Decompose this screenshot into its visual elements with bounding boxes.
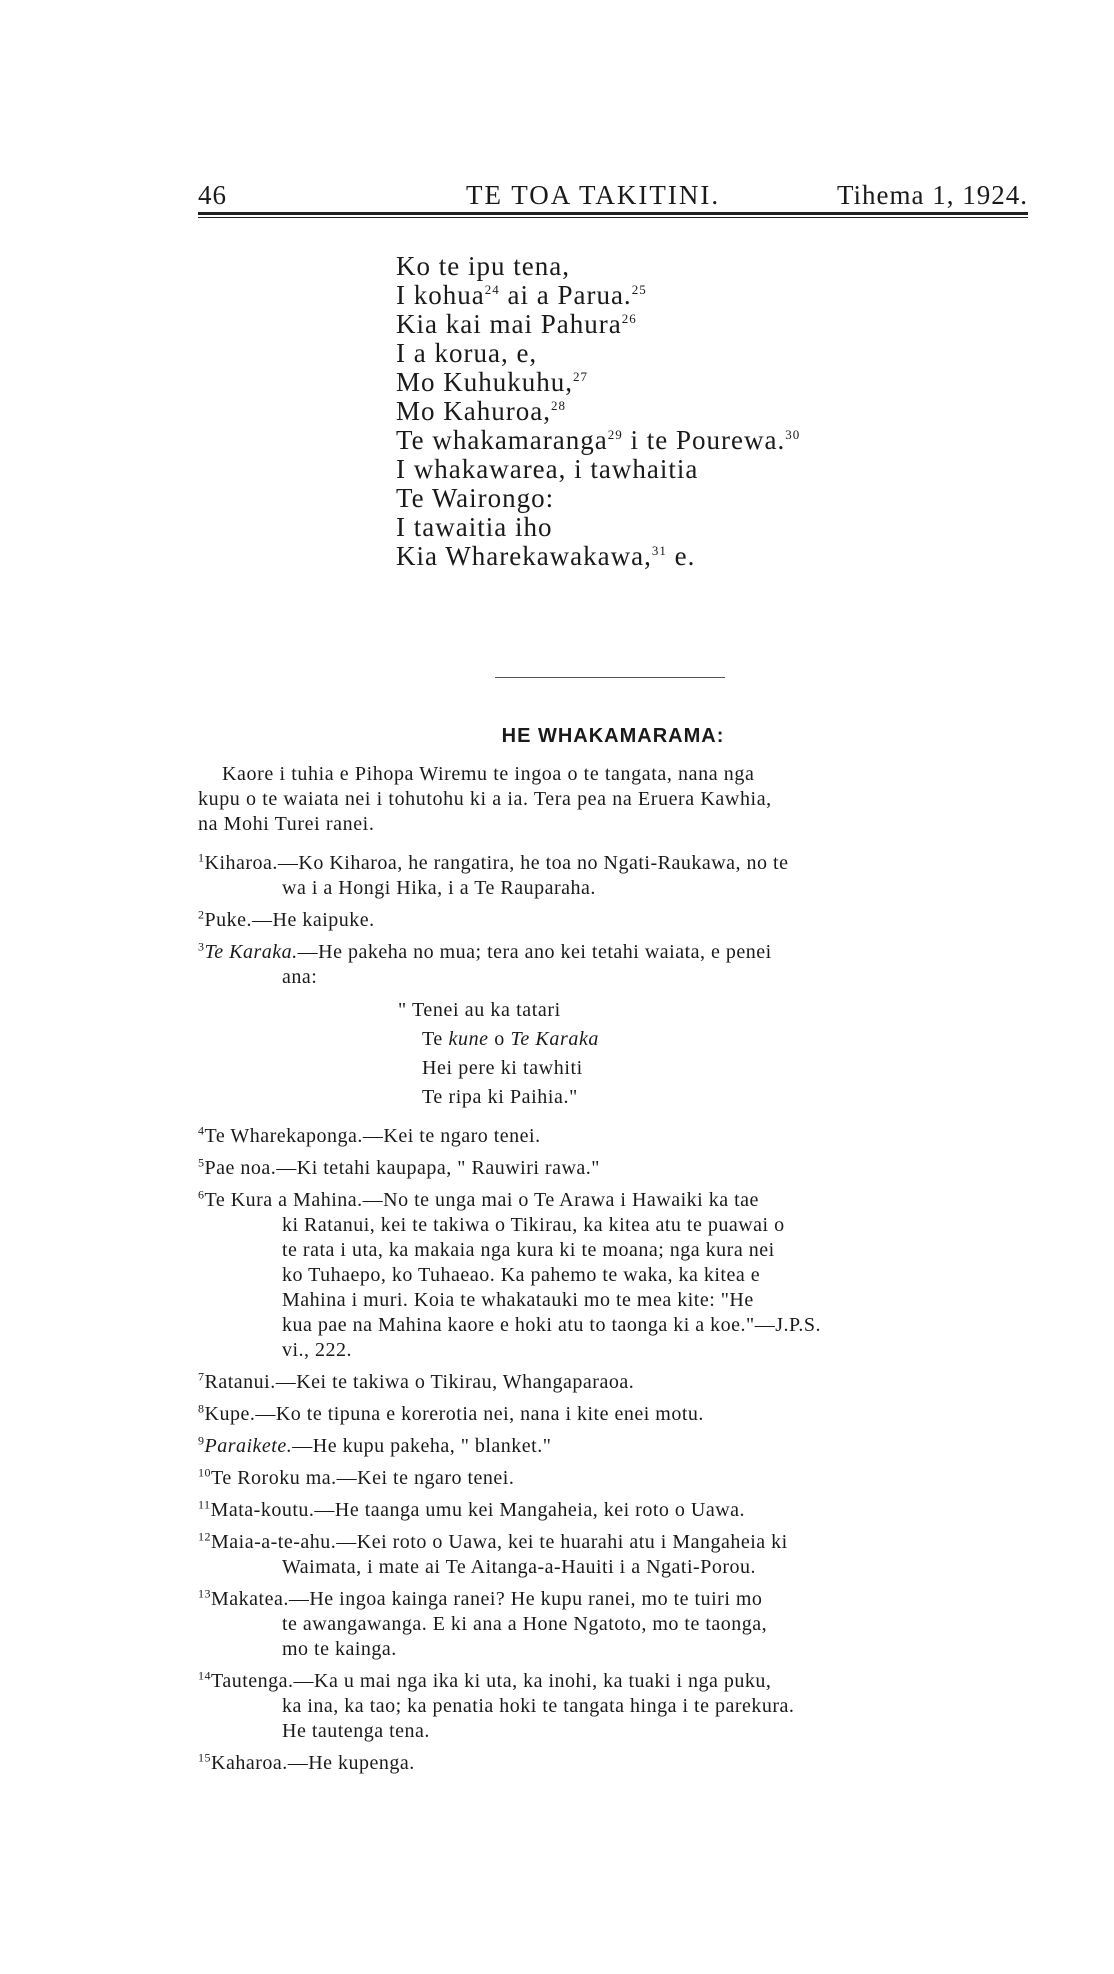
poem-line: Te Wairongo: xyxy=(396,483,555,513)
footnotes xyxy=(198,851,1028,1783)
quote-line: Te ripa ki Paihia." xyxy=(422,1086,578,1108)
footnote: $^7$Ratanui.—Kei te takiwa o Tikirau, Whangaparaoa. xyxy=(198,1369,635,1393)
footnote: $^6$Te Kura a Mahina.—No te unga mai o Te Arawa i Hawaiki ka tae ki Ratanui, kei te takiwa o Tikirau, ka kitea atu te puawai o te rata i uta, ka makaia nga kura ki te moana; nga kura nei ko Tuhaepo, ko Tuhaeao. Ka pahemo te waka, ka kitea e Mahina i muri. Koia te whakatauki mo te mea kite: "He kua pae na Mahina kaore e hoki atu to taonga ki a koe."—J.P.S. vi., 222. xyxy=(198,1187,822,1361)
poem-line: Kia kai mai Pahura$^{26}$ xyxy=(396,309,637,339)
quote-line: Hei pere ki tawhiti xyxy=(422,1057,583,1079)
page-header xyxy=(198,180,1028,210)
poem-line: I tawaitia iho xyxy=(396,512,553,542)
intro-line: kupu o te waiata nei i tohutohu ki a ia. Tera pea na Eruera Kawhia, xyxy=(198,788,772,810)
issue-date: Tihema 1, 1924. xyxy=(836,180,1028,210)
footnote: $^1$Kiharoa.—Ko Kiharoa, he rangatira, he toa no Ngati-Raukawa, no te wa i a Hongi Hika, i a Te Rauparaha. xyxy=(198,850,789,899)
poem-line: Mo Kuhukuhu,$^{27}$ xyxy=(396,367,589,397)
footnote: $^8$Kupe.—Ko te tipuna e korerotia nei, nana i kite enei motu. xyxy=(198,1401,704,1425)
quote-line: " Tenei au ka tatari xyxy=(398,999,561,1021)
poem xyxy=(396,252,916,571)
footnote: $^{14}$Tautenga.—Ka u mai nga ika ki uta, ka inohi, ka tuaki i nga puku, ka ina, ka tao; ka penatia hoki te tangata hinga i te parekura. He tautenga tena. xyxy=(198,1668,795,1742)
poem-line: I whakawarea, i tawhaitia xyxy=(396,454,699,484)
footnote: $^2$Puke.—He kaipuke. xyxy=(198,907,375,931)
header-rule-thin xyxy=(198,217,1028,218)
poem-line: Ko te ipu tena, xyxy=(396,251,570,281)
page-number: 46 xyxy=(198,180,227,210)
intro-line: Kaore i tuhia e Pihopa Wiremu te ingoa o te tangata, nana nga xyxy=(222,763,755,785)
footnote: $^{13}$Makatea.—He ingoa kainga ranei? He kupu ranei, mo te tuiri mo te awangawanga. E ki ana a Hone Ngatoto, mo te taonga, mo te kainga. xyxy=(198,1586,768,1660)
footnote: $^4$Te Wharekaponga.—Kei te ngaro tenei. xyxy=(198,1123,541,1147)
poem-line: Kia Wharekawakawa,$^{31}$ e. xyxy=(396,541,696,571)
footnote: $^{11}$Mata-koutu.—He taanga umu kei Mangaheia, kei roto o Uawa. xyxy=(198,1497,746,1521)
quoted-verse xyxy=(198,996,1028,1112)
footnote: $^{15}$Kaharoa.—He kupenga. xyxy=(198,1750,415,1774)
poem-line: I kohua$^{24}$ ai a Parua.$^{25}$ xyxy=(396,280,647,310)
footnote: $^5$Pae noa.—Ki tetahi kaupapa, " Rauwiri rawa." xyxy=(198,1155,600,1179)
footnote: $^{12}$Maia-a-te-ahu.—Kei roto o Uawa, kei te huarahi atu i Mangaheia ki Waimata, i mate ai Te Aitanga-a-Hauiti i a Ngati-Porou. xyxy=(198,1529,788,1578)
footnote: $^9$Paraikete.—He kupu pakeha, " blanket." xyxy=(198,1433,552,1457)
section-heading: HE WHAKAMARAMA: xyxy=(501,725,725,747)
running-title: TE TOA TAKITINI. xyxy=(466,180,721,210)
poem-line: Te whakamaranga$^{29}$ i te Pourewa.$^{30}$ xyxy=(396,425,801,455)
footnote: $^3$Te Karaka.—He pakeha no mua; tera ano kei tetahi waiata, e penei ana: xyxy=(198,939,772,988)
quote-line: Te kune o Te Karaka xyxy=(422,1028,600,1050)
poem-line: Mo Kahuroa,$^{28}$ xyxy=(396,396,566,426)
intro-line: na Mohi Turei ranei. xyxy=(198,813,375,835)
intro-paragraph xyxy=(198,762,1028,837)
header-rule-thick xyxy=(198,212,1028,215)
footnote: $^{10}$Te Roroku ma.—Kei te ngaro tenei. xyxy=(198,1465,515,1489)
section-separator xyxy=(495,677,725,678)
poem-line: I a korua, e, xyxy=(396,338,538,368)
